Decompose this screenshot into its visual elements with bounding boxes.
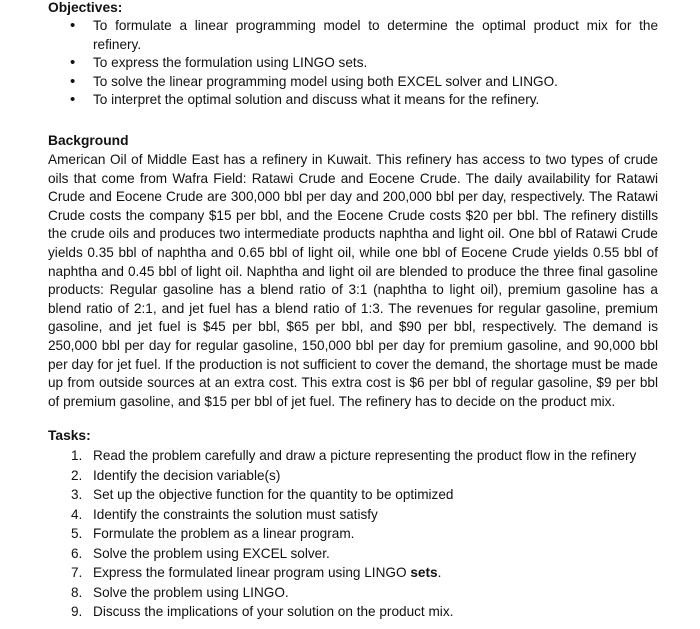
- task-text: Solve the problem using EXCEL solver.: [93, 545, 330, 561]
- task-bold-text: sets: [410, 565, 438, 581]
- task-text: Identify the constraints the solution must satisfy: [93, 506, 378, 522]
- background-heading: Background: [48, 133, 129, 148]
- task-text: Discuss the implications of your solution on the product mix.: [93, 604, 454, 620]
- objective-item: • To interpret the optimal solution and discuss what it means for the refinery.: [68, 91, 658, 110]
- task-number: 4.: [71, 506, 83, 522]
- task-number: 7.: [71, 565, 83, 581]
- task-item: [68, 603, 668, 622]
- task-text: Express the formulated linear program using LINGO: [93, 565, 411, 581]
- background-paragraph: American Oil of Middle East has a refinery in Kuwait. This refinery has access to two types of crude oils that come from Wafra Field: Ratawi Crude and Eocene Crude. The daily availability for Ratawi Crude and Eocene Crude are 300,000 bbl per day and 200,000 bbl per day, respectively. The Ratawi Crude costs the company $15 per bbl, and the Eocene Crude costs $20 per bbl. The refinery distills the crude oils and produces two intermediate products naphtha and light oil. One bbl of Ratawi Crude yields 0.35 bbl of naphtha and 0.65 bbl of light oil, while one bbl of Eocene Crude yields 0.55 bbl of naphtha and 0.45 bbl of light oil. Naphtha and light oil are blended to produce the three final gasoline products: Regular gasoline has a blend ratio of 3:1 (naphtha to light oil), premium gasoline has a blend ratio of 2:1, and jet fuel has a blend ratio of 1:3. The revenues for regular gasoline, premium gasoline, and jet fuel is $45 per bbl, $65 per bbl, and $90 per bbl, respectively. The demand is 250,000 bbl per day for regular gasoline, 150,000 bbl per day for premium gasoline, and 90,000 bbl per day for jet fuel. If the production is not sufficient to cover the demand, the shortage must be made up from outside sources at an extra cost. This extra cost is $6 per bbl of regular gasoline, $9 per bbl of premium gasoline, and $15 per bbl of jet fuel. The refinery has to decide on the product mix.: [48, 152, 658, 409]
- tasks-heading: Tasks:: [48, 428, 91, 443]
- task-text-after: .: [437, 565, 442, 581]
- objectives-heading: Objectives:: [48, 0, 123, 15]
- task-item: [68, 545, 668, 564]
- task-text: Solve the problem using LINGO.: [93, 584, 289, 600]
- objective-item: • To formulate a linear programming model to determine the optimal product mix for the refinery.: [68, 17, 658, 54]
- task-number: 9.: [71, 604, 83, 620]
- task-text: Identify the decision variable(s): [93, 467, 281, 483]
- task-item: [68, 467, 668, 486]
- tasks-list: [68, 447, 668, 623]
- task-item: [68, 584, 668, 603]
- task-number: 6.: [71, 545, 83, 561]
- task-number: 5.: [71, 526, 83, 542]
- task-item: [68, 447, 668, 466]
- task-number: 2.: [71, 467, 83, 483]
- objective-item: • To express the formulation using LINGO sets.: [68, 54, 658, 73]
- task-text: Formulate the problem as a linear program.: [93, 526, 355, 542]
- task-number: 3.: [71, 487, 83, 503]
- task-text: Set up the objective function for the quantity to be optimized: [93, 487, 454, 503]
- task-item: [68, 486, 668, 505]
- task-item: [68, 564, 668, 583]
- task-item: [68, 506, 668, 525]
- task-number: 8.: [71, 584, 83, 600]
- task-text: Read the problem carefully and draw a picture representing the product flow in the refinery: [93, 448, 637, 463]
- objective-item: • To solve the linear programming model using both EXCEL solver and LINGO.: [68, 73, 658, 92]
- objectives-list: [68, 17, 658, 110]
- task-number: 1.: [71, 448, 83, 463]
- task-item: [68, 525, 668, 544]
